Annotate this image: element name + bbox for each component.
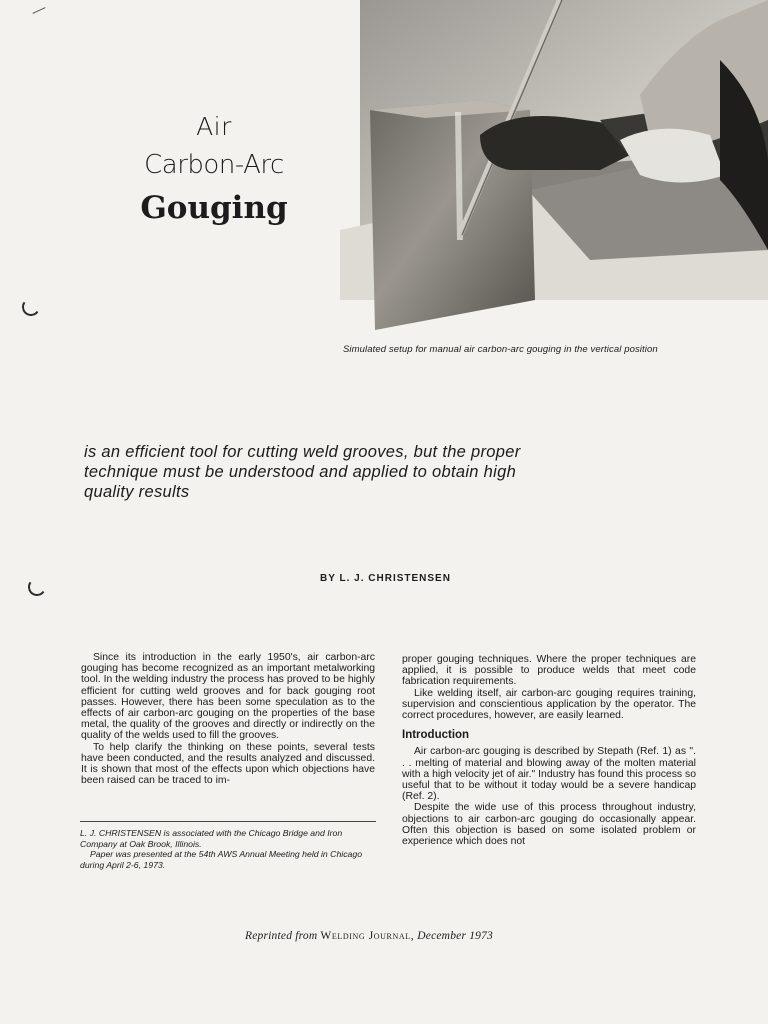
title-line-3: Gouging bbox=[140, 190, 288, 226]
gouging-photo bbox=[340, 0, 768, 340]
photo-caption: Simulated setup for manual air carbon-arc gouging in the vertical position bbox=[343, 344, 658, 355]
reprint-notice bbox=[245, 930, 493, 942]
footnote-affiliation: L. J. CHRISTENSEN is associated with the Chicago Bridge and Iron Company at Oak Brook, Illinois. bbox=[80, 828, 343, 849]
binder-hole-bottom bbox=[27, 577, 48, 598]
reprint-prefix: Reprinted from bbox=[245, 930, 318, 942]
body-paragraph: Like welding itself, air carbon-arc gouging requires training, supervision and conscientious application by the operator. The correct procedures, however, are easily learned. bbox=[402, 687, 696, 722]
corner-mark bbox=[32, 7, 45, 14]
body-column-left bbox=[81, 652, 375, 786]
title-line-2: Carbon-Arc bbox=[144, 150, 284, 180]
body-paragraph: Despite the wide use of this process throughout industry, objections to air carbon-arc gouging do occasionally appear. Often this objection is based on some isolated problem or experience which does not bbox=[402, 802, 696, 848]
reprint-journal: Welding Journal, bbox=[320, 930, 415, 942]
binder-hole-top bbox=[21, 297, 42, 318]
body-paragraph: Since its introduction in the early 1950's, air carbon-arc gouging has become recognized as an important metalworking tool. In the welding industry the process has proved to be highly efficient for cutting weld grooves and for back gouging root passes. However, there has been some speculation as to the effects of air carbon-arc gouging on the properties of the base metal, the quality of the grooves and directly or indirectly on the quality of the welds used to fill the grooves. bbox=[81, 652, 375, 742]
footnote-rule bbox=[80, 821, 376, 822]
title-line-1: Air bbox=[196, 112, 232, 141]
author-footnote bbox=[80, 828, 380, 870]
article-deck: is an efficient tool for cutting weld grooves, but the proper technique must be understood and applied to obtain high quality results bbox=[84, 443, 521, 501]
footnote-meeting: Paper was presented at the 54th AWS Annual Meeting held in Chicago during April 2-6, 1973. bbox=[80, 849, 363, 870]
body-paragraph: To help clarify the thinking on these points, several tests have been conducted, and the results analyzed and discussed. It is shown that most of the effects upon which objections have been raised can be traced to im- bbox=[81, 741, 375, 787]
byline: BY L. J. CHRISTENSEN bbox=[320, 573, 451, 584]
body-column-right bbox=[402, 654, 696, 847]
section-heading-introduction: Introduction bbox=[402, 729, 470, 742]
body-paragraph: Air carbon-arc gouging is described by Stepath (Ref. 1) as ". . . melting of material and blowing away of the molten material with a high velocity jet of air." Industry has found this process so useful that to be without it today would be a severe handicap (Ref. 2). bbox=[402, 746, 696, 803]
body-paragraph: proper gouging techniques. Where the proper techniques are applied, it is possible to produce welds that meet code fabrication requirements. bbox=[402, 654, 696, 688]
reprint-date: December 1973 bbox=[417, 930, 493, 942]
